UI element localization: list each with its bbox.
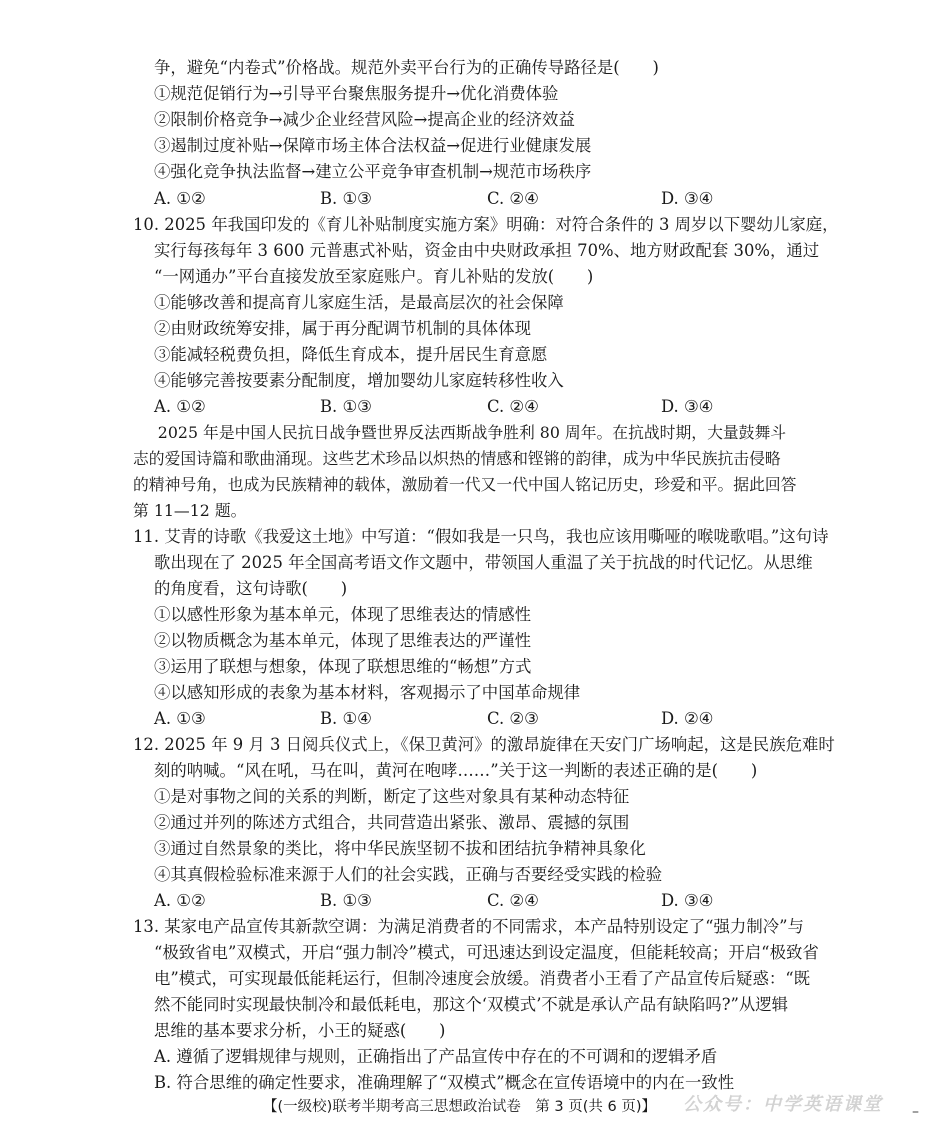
material-line-4: 第 11—12 题。 bbox=[133, 501, 247, 520]
q12-stem-line-2: 刻的呐喊。“风在吼，马在叫，黄河在咆哮……”关于这一判断的表述正确的是( ) bbox=[154, 761, 758, 780]
q9-statement-4: ④强化竞争执法监督→建立公平竞争审查机制→规范市场秩序 bbox=[154, 162, 592, 181]
q9-option-a: A. ①② bbox=[154, 189, 206, 208]
q10-stem-line-1: 10. 2025 年我国印发的《育儿补贴制度实施方案》明确：对符合条件的 3 周岁以下婴幼儿家庭， bbox=[133, 215, 839, 234]
q12-option-d: D. ③④ bbox=[661, 891, 714, 910]
q11-statement-3: ③运用了联想与想象，体现了联想思维的“畅想”方式 bbox=[154, 657, 532, 676]
q9-statement-3: ③遏制过度补贴→保障市场主体合法权益→促进行业健康发展 bbox=[154, 136, 592, 155]
q11-stem-line-3: 的角度看，这句诗歌( ) bbox=[154, 579, 348, 598]
q10-stem-line-2: 实行每孩每年 3 600 元普惠式补贴，资金由中央财政承担 70%、地方财政配套 30%，通过 bbox=[154, 241, 820, 260]
q11-statement-2: ②以物质概念为基本单元，体现了思维表达的严谨性 bbox=[154, 631, 531, 650]
material-line-1: 2025 年是中国人民抗日战争暨世界反法西斯战争胜利 80 周年。在抗战时期，大量鼓舞斗 bbox=[142, 423, 787, 442]
q13-stem-line-2: “极致省电”双模式，开启“强力制冷”模式，可迅速达到设定温度，但能耗较高；开启“极致省 bbox=[154, 943, 819, 962]
q10-statement-2: ②由财政统筹安排，属于再分配调节机制的具体体现 bbox=[154, 319, 531, 338]
watermark: 公众号：中学英语课堂 bbox=[683, 1094, 883, 1115]
q10-statement-4: ④能够完善按要素分配制度，增加婴幼儿家庭转移性收入 bbox=[154, 371, 564, 390]
q9-option-d: D. ③④ bbox=[661, 189, 714, 208]
q11-stem-line-2: 歌出现在了 2025 年全国高考语文作文题中，带领国人重温了关于抗战的时代记忆。从思维 bbox=[154, 553, 813, 572]
q12-option-c: C. ②④ bbox=[487, 891, 539, 910]
q12-statement-2: ②通过并列的陈述方式组合，共同营造出紧张、激昂、震撼的氛围 bbox=[154, 813, 630, 832]
q13-stem-line-5: 思维的基本要求分析，小王的疑惑( ) bbox=[154, 1021, 446, 1040]
q11-statement-1: ①以感性形象为基本单元，体现了思维表达的情感性 bbox=[154, 605, 531, 624]
q10-statement-1: ①能够改善和提高育儿家庭生活，是最高层次的社会保障 bbox=[154, 293, 564, 312]
q10-option-a: A. ①② bbox=[154, 397, 206, 416]
q12-statement-1: ①是对事物之间的关系的判断，断定了这些对象具有某种动态特征 bbox=[154, 787, 630, 806]
q10-option-d: D. ③④ bbox=[661, 397, 714, 416]
q12-statement-4: ④其真假检验标准来源于人们的社会实践，正确与否要经受实践的检验 bbox=[154, 865, 663, 884]
q13-option-b: B. 符合思维的确定性要求，准确理解了“双模式”概念在宣传语境中的内在一致性 bbox=[154, 1073, 735, 1092]
q9-statement-1: ①规范促销行为→引导平台聚焦服务提升→优化消费体验 bbox=[154, 84, 559, 103]
page-footer: 【(一级校)联考半期考高三思想政治试卷 第 3 页(共 6 页)】 bbox=[263, 1099, 657, 1115]
q9-stem-tail: 争，避免“内卷式”价格战。规范外卖平台行为的正确传导路径是( ) bbox=[154, 58, 659, 77]
q11-option-d: D. ②④ bbox=[661, 709, 714, 728]
q12-option-a: A. ①② bbox=[154, 891, 206, 910]
q9-option-c: C. ②④ bbox=[487, 189, 539, 208]
q10-option-c: C. ②④ bbox=[487, 397, 539, 416]
q13-stem-line-3: 电”模式，可实现最低能耗运行，但制冷速度会放缓。消费者小王看了产品宣传后疑惑：“既 bbox=[154, 969, 810, 988]
footer-dash: – bbox=[912, 1104, 919, 1120]
q11-stem-line-1: 11. 艾青的诗歌《我爱这土地》中写道：“假如我是一只鸟，我也应该用嘶哑的喉咙歌唱。”这句诗 bbox=[133, 527, 829, 546]
q11-option-a: A. ①③ bbox=[154, 709, 206, 728]
q12-statement-3: ③通过自然景象的类比，将中华民族坚韧不拔和团结抗争精神具象化 bbox=[154, 839, 646, 858]
q10-statement-3: ③能减轻税费负担，降低生育成本，提升居民生育意愿 bbox=[154, 345, 548, 364]
q10-option-b: B. ①③ bbox=[320, 397, 372, 416]
q11-option-b: B. ①④ bbox=[320, 709, 372, 728]
q13-stem-line-1: 13. 某家电产品宣传其新款空调：为满足消费者的不同需求，本产品特别设定了“强力制冷”与 bbox=[133, 917, 804, 936]
q11-statement-4: ④以感知形成的表象为基本材料，客观揭示了中国革命规律 bbox=[154, 683, 581, 702]
q12-option-b: B. ①③ bbox=[320, 891, 372, 910]
q9-option-b: B. ①③ bbox=[320, 189, 372, 208]
material-line-3: 的精神号角，也成为民族精神的载体，激励着一代又一代中国人铭记历史，珍爱和平。据此回答 bbox=[133, 475, 797, 494]
material-line-2: 志的爱国诗篇和歌曲涌现。这些艺术珍品以炽热的情感和铿锵的韵律，成为中华民族抗击侵略 bbox=[133, 449, 781, 468]
q12-stem-line-1: 12. 2025 年 9 月 3 日阅兵仪式上，《保卫黄河》的激昂旋律在天安门广场响起，这是民族危难时 bbox=[133, 735, 835, 754]
q9-statement-2: ②限制价格竞争→减少企业经营风险→提高企业的经济效益 bbox=[154, 110, 575, 129]
q13-stem-line-4: 然不能同时实现最快制冷和最低耗电，那这个‘双模式’不就是承认产品有缺陷吗?”从逻辑 bbox=[154, 995, 789, 1014]
q10-stem-line-3: “一网通办”平台直接发放至家庭账户。育儿补贴的发放( ) bbox=[154, 267, 594, 286]
q13-option-a: A. 遵循了逻辑规律与规则，正确指出了产品宣传中存在的不可调和的逻辑矛盾 bbox=[154, 1047, 718, 1066]
q11-option-c: C. ②③ bbox=[487, 709, 539, 728]
